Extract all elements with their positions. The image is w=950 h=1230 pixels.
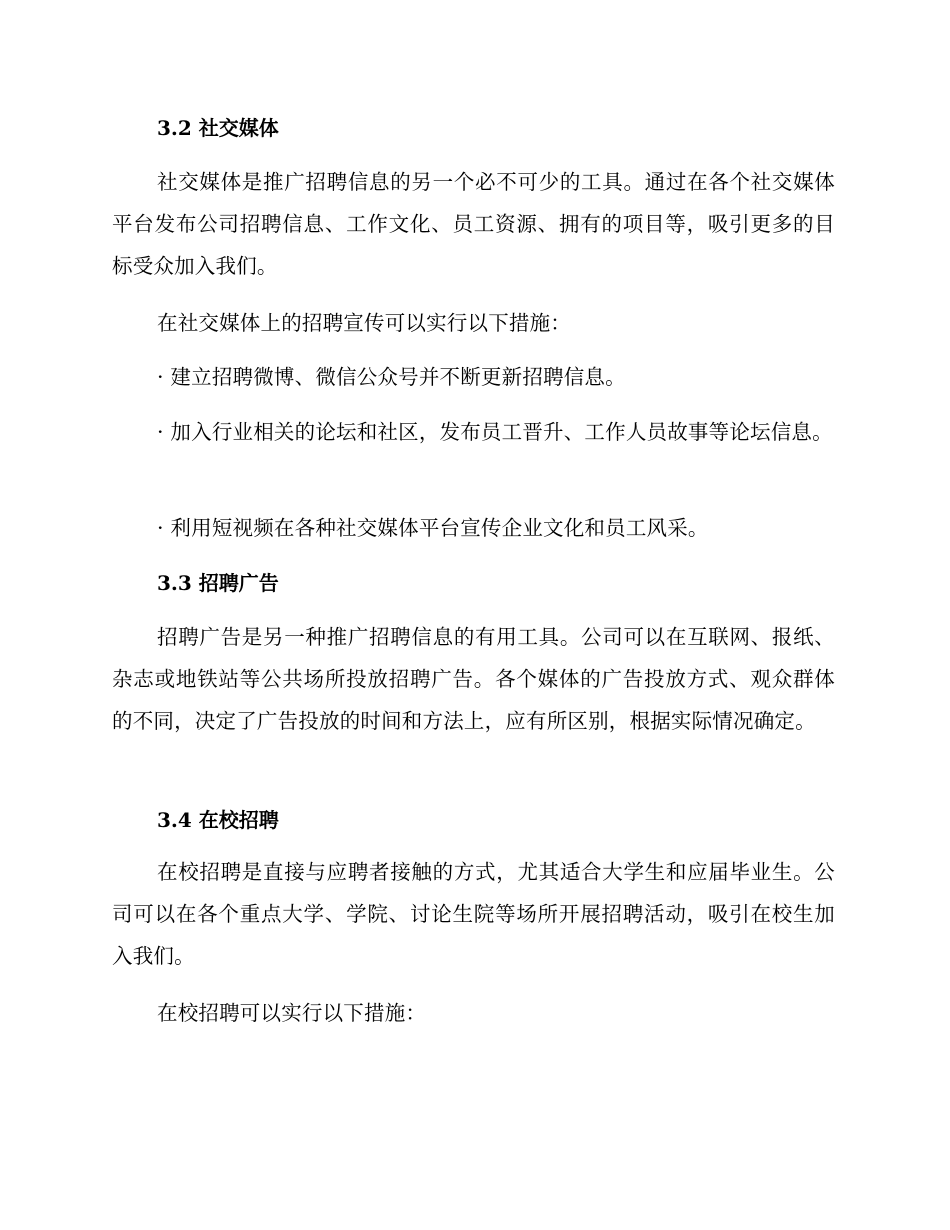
section-heading-3-3: 3.3 招聘广告 — [157, 571, 279, 595]
bullet-item-weibo-wechat: · 建立招聘微博、微信公众号并不断更新招聘信息。 — [157, 365, 626, 389]
paragraph-social-media-measures: 在社交媒体上的招聘宣传可以实行以下措施： — [157, 311, 571, 335]
paragraph-recruitment-ads: 招聘广告是另一种推广招聘信息的有用工具。公司可以在互联网、报纸、杂志或地铁站等公共场所投放招聘广告。各个媒体的广告投放方式、观众群体的不同，决定了广告投放的时间和方法上，应有所区别，根据实际情况确定。 — [112, 625, 835, 733]
section-heading-3-4: 3.4 在校招聘 — [157, 808, 279, 832]
paragraph-campus-measures: 在校招聘可以实行以下措施： — [157, 1001, 427, 1025]
section-heading-3-2: 3.2 社交媒体 — [157, 116, 279, 140]
bullet-item-short-video: · 利用短视频在各种社交媒体平台宣传企业文化和员工风采。 — [157, 516, 709, 540]
paragraph-campus-recruitment: 在校招聘是直接与应聘者接触的方式，尤其适合大学生和应届毕业生。公司可以在各个重点大学、学院、讨论生院等场所开展招聘活动，吸引在校生加入我们。 — [112, 860, 835, 968]
paragraph-social-media-intro: 社交媒体是推广招聘信息的另一个必不可少的工具。通过在各个社交媒体平台发布公司招聘信息、工作文化、员工资源、拥有的项目等，吸引更多的目标受众加入我们。 — [112, 170, 835, 278]
bullet-item-forums: · 加入行业相关的论坛和社区，发布员工晋升、工作人员故事等论坛信息。 — [157, 420, 833, 444]
